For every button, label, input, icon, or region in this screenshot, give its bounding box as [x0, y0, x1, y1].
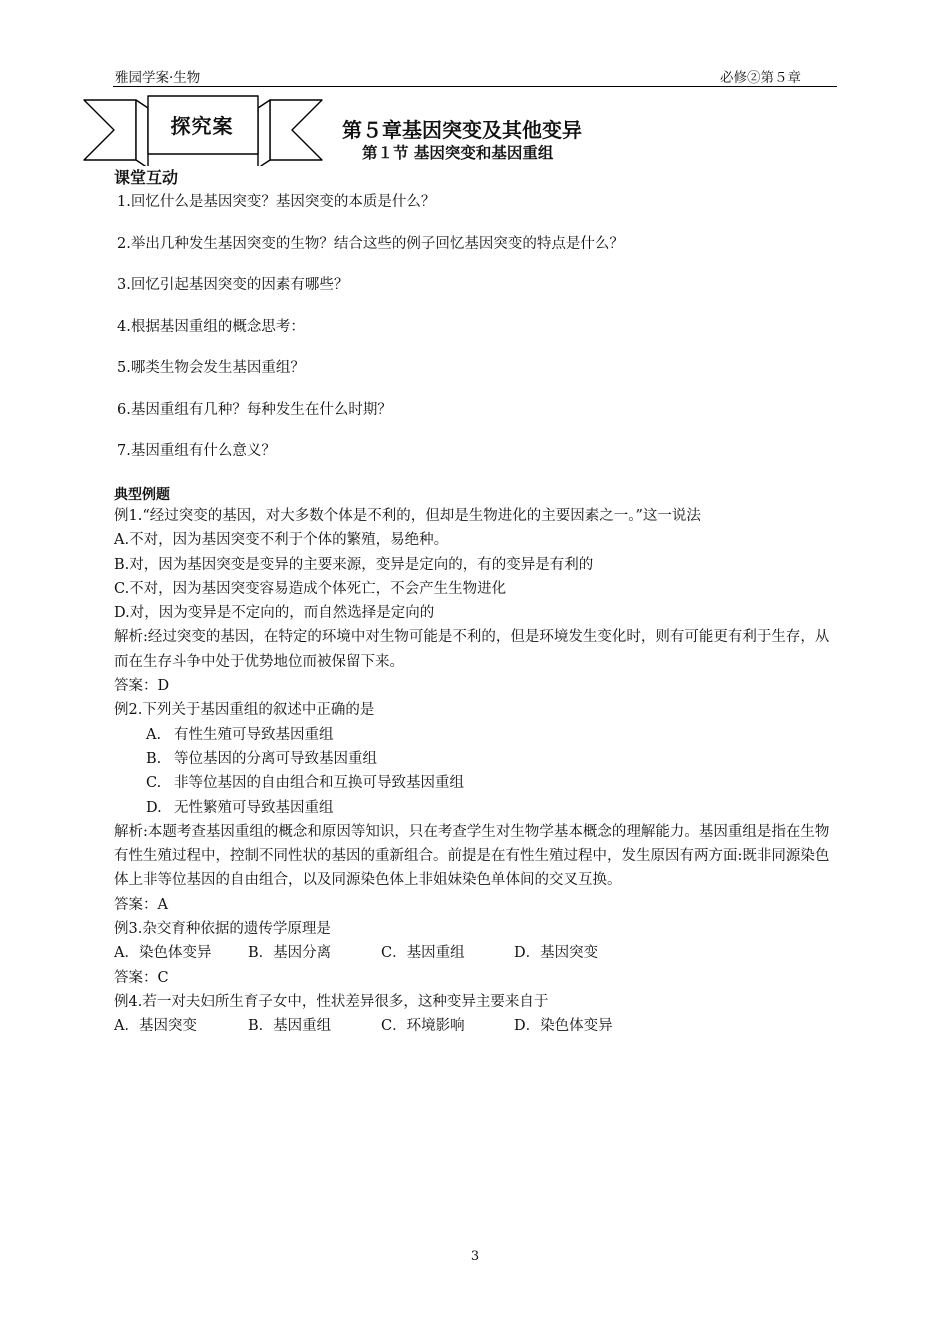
- header-left: 雅园学案·生物: [115, 70, 201, 86]
- question-item: 1.回忆什么是基因突变？基因突变的本质是什么？: [117, 194, 436, 210]
- section-subtitle: 第１节 基因突变和基因重组: [362, 144, 554, 162]
- example-2-option: [114, 771, 842, 795]
- option-mark: D.: [146, 799, 162, 816]
- example-3-stem: 例3.杂交育种依据的遗传学原理是: [114, 921, 331, 938]
- question-item: 5.哪类生物会发生基因重组？: [117, 360, 305, 376]
- example-3-options: [114, 941, 842, 965]
- page-number: 3: [470, 1249, 480, 1264]
- section-heading-classroom: 课堂互动: [114, 168, 179, 187]
- example-1-option: B.对，因为基因突变是变异的主要来源，变异是定向的，有的变异是有利的: [114, 556, 594, 573]
- example-2-option: [114, 796, 842, 820]
- question-item: 2.举出几种发生基因突变的生物？结合这些的例子回忆基因突变的特点是什么？: [117, 236, 624, 252]
- example-1-option: D.对，因为变异是不定向的，而自然选择是定向的: [114, 605, 435, 622]
- example-1-option: A.不对，因为基因突变不利于个体的繁殖，易绝种。: [114, 532, 449, 549]
- chapter-title: 第５章基因突变及其他变异: [342, 118, 582, 142]
- header-right: 必修②第５章: [720, 70, 801, 86]
- option-text: 非等位基因的自由组合和互换可导致基因重组: [174, 775, 464, 792]
- example-2-stem: 例2.下列关于基因重组的叙述中正确的是: [114, 702, 375, 719]
- example-4-stem: 例4.若一对夫妇所生育子女中，性状差异很多，这种变异主要来自于: [114, 993, 549, 1010]
- option-text: 等位基因的分离可导致基因重组: [174, 750, 377, 767]
- example-1-analysis: 解析:经过突变的基因，在特定的环境中对生物可能是不利的，但是环境发生变化时，则有可能更有利于生存，从而在生存斗争中处于优势地位而被保留下来。: [114, 629, 830, 670]
- option-mark: B.: [146, 750, 162, 767]
- example-1-answer: 答案：D: [114, 678, 170, 695]
- example-1-option: C.不对，因为基因突变容易造成个体死亡，不会产生生物进化: [114, 580, 507, 597]
- banner-label: 探究案: [170, 114, 234, 138]
- examples-body: [114, 504, 842, 1039]
- example-1-stem: 例1.“经过突变的基因，对大多数个体是不利的，但却是生物进化的主要因素之一。”这一说法: [114, 508, 701, 524]
- example-3-answer: 答案：C: [114, 969, 169, 986]
- option-text: 无性繁殖可导致基因重组: [174, 799, 334, 816]
- question-item: 6.基因重组有几种？每种发生在什么时期？: [117, 402, 392, 418]
- question-item: 7.基因重组有什么意义？: [117, 443, 276, 459]
- example-4-option: B．基因重组: [248, 1018, 332, 1035]
- example-4-option: D．染色体变异: [514, 1018, 613, 1035]
- example-3-option: B．基因分离: [248, 945, 332, 962]
- example-2-option: [114, 747, 842, 771]
- option-text: 有性生殖可导致基因重组: [174, 726, 334, 743]
- option-mark: A.: [146, 726, 162, 743]
- question-item: 4.根据基因重组的概念思考：: [117, 319, 305, 335]
- example-4-option: C．环境影响: [381, 1018, 465, 1035]
- question-item: 3.回忆引起基因突变的因素有哪些？: [117, 277, 349, 293]
- header-rule: [113, 86, 837, 87]
- example-3-option: A．染色体变异: [114, 945, 212, 962]
- example-2-answer: 答案：A: [114, 896, 168, 913]
- example-2-option: [114, 723, 842, 747]
- example-4-option: A．基因突变: [114, 1018, 197, 1035]
- example-2-analysis: 解析:本题考查基因重组的概念和原因等知识，只在考查学生对生物学基本概念的理解能力。基因重组是指在生物有性生殖过程中，控制不同性状的基因的重新组合。前提是在有性生殖过程中，发生原因有两方面:既非同源染色体上非等位基因的自由组合，以及同源染色体上非姐妹染色单体间的交叉互换。: [114, 823, 830, 889]
- section-heading-examples: 典型例题: [114, 487, 170, 503]
- example-3-option: C．基因重组: [381, 945, 465, 962]
- example-4-options: [114, 1014, 842, 1038]
- example-3-option: D．基因突变: [514, 945, 599, 962]
- option-mark: C.: [146, 775, 162, 792]
